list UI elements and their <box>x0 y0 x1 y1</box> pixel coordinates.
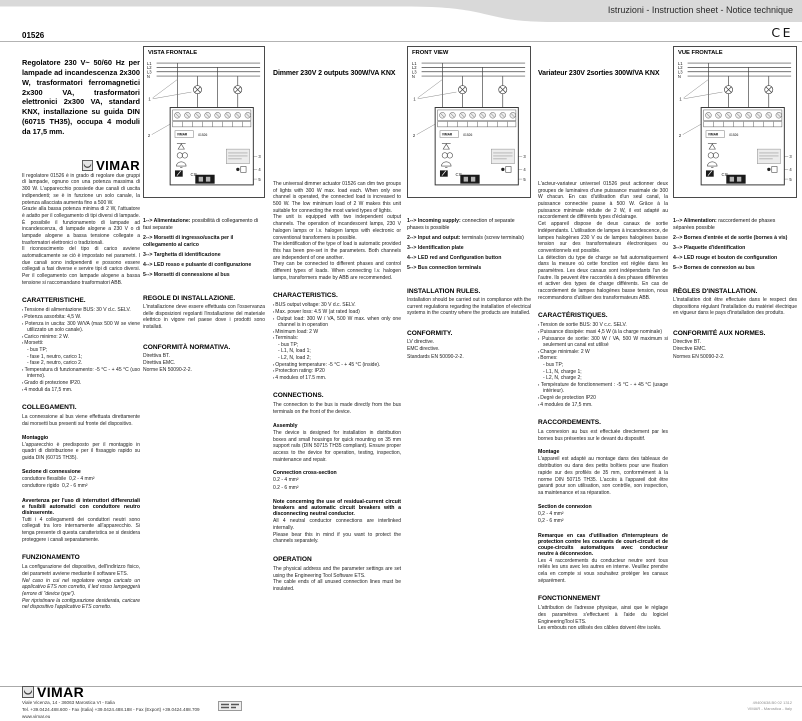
characteristics-list <box>538 322 668 408</box>
vimar-footer-logo <box>22 684 84 700</box>
sub-heading: Montage <box>538 449 560 456</box>
diagram-column-french <box>673 46 797 361</box>
paragraph: Nel caso in cui nel regolatore venga caricato un applicativo ETS non corretto, il led rosso lampeggerà (errore di “device type”). <box>22 577 140 598</box>
doc-origin: VIMAR - Marostica - Italy <box>747 706 792 712</box>
section-heading: FONCTIONNEMENT <box>538 595 601 603</box>
spec-line: 0.2 - 6 mm² <box>273 484 299 491</box>
section-heading: REGOLE DI INSTALLAZIONE. <box>143 294 236 302</box>
doc-code: 49400638.B0 02 1312 <box>752 700 792 705</box>
legend-item: 2--> Input and output: terminals (screw terminals) <box>407 234 524 241</box>
list-item: ▪ Temperatura di funzionamento: -5 °C - + 45 °C (uso interno). <box>22 367 140 380</box>
list-item: ▪ Max. power loss: 4.5 W (at rated load) <box>273 309 401 316</box>
list-item: ▪ Tension de sortie BUS: 30 V c.c. SELV. <box>538 322 668 329</box>
legend-item: 1--> Alimentation: raccordement de phases séparées possible <box>673 218 776 231</box>
device-diagram <box>676 57 794 189</box>
paragraph: The cable ends of all unused connection lines must be insulated. <box>273 579 401 593</box>
section-heading: CONFORMITÀ NORMATIVA. <box>143 343 231 351</box>
paragraph: Tutti i 4 collegamenti dei conduttori neutri sono collegati tra loro internamente all'apparecchio. Si tenga presente di questa caratteristica se si desidera proteggere i canali separatamente. <box>22 516 140 543</box>
header-strip <box>0 0 802 22</box>
conformity-line: Direttiva BT. <box>143 352 170 359</box>
paragraph: L'appareil est adapté au montage dans des tableaux de distribution ou dans des petits boîtiers pour une fixation rapide sur des profilés de 35 mm, conformément à la norme DIN 50715 TH35. L'accès à l'appareil doit être garanti pour son utilisation, son contrôle, son inspection, sa maintenance et sa réparation. <box>538 456 668 496</box>
paragraph: The universal dimmer actuator 01526 can dim two groups of lights with 300 W max. load each. When only one channel is operated, the connected load is increased to 500 W. The low minimum load of 2 W makes this unit suitable for connecting the most varied types of lights. <box>273 181 401 214</box>
paragraph: The connection to the bus is made directly from the bus terminals on the front of the device. <box>273 402 401 416</box>
list-item: ▪ Output load: 300 W / VA, 500 W max. when only one channel is in operation <box>273 316 401 329</box>
paragraph: Les embouts non utilisés des câbles doivent être isolés. <box>538 625 662 632</box>
device-diagram <box>410 57 528 189</box>
sub-heading: Section de connexion <box>538 503 592 510</box>
section-heading: FUNZIONAMENTO <box>22 554 80 562</box>
paragraph: La configurazione del dispositivo, dell'indirizzo fisico, dei parametri avviene mediante il software ETS. <box>22 564 140 578</box>
conformity-line: Normes EN 50090-2-2. <box>673 353 725 360</box>
section-heading: RÈGLES D'INSTALLATION. <box>673 288 758 296</box>
paragraph: They can be connected to different phases and control different types of loads. When connecting l.v. halogen lamps, transformers made by ABB are recommended. <box>273 261 401 281</box>
list-item: ▪ Protection rating: IP20 <box>273 368 401 375</box>
conformity-line: EMC directive. <box>407 346 440 353</box>
section-heading: CARACTÉRISTIQUES. <box>538 312 608 320</box>
section-heading: INSTALLATION RULES. <box>407 288 481 296</box>
spec-line: 0.2 - 4 mm² <box>273 477 299 484</box>
list-item: - fase 2, neutro, carico 2. <box>27 360 83 367</box>
characteristics-list <box>273 302 401 381</box>
list-item: - L2, N, load 2; <box>278 355 311 362</box>
column-italian <box>22 58 140 611</box>
list-item: ▪ Degré de protection IP20 <box>538 395 668 402</box>
paragraph: L'installation doit être effectuée dans le respect des dispositions régulant l'installation du matériel électrique en vigueur dans le pays d'installation des produits. <box>673 297 797 317</box>
section-heading: CONFORMITÉ AUX NORMES. <box>673 330 766 338</box>
footer-address <box>22 700 200 721</box>
legend-item: 2--> Morsetti di ingresso/uscita per il collegamento al carico <box>143 234 234 248</box>
legend-item: 1--> Incoming supply: connection of separate phases is possible <box>407 218 515 231</box>
legend-item: 5--> Bus connection terminals <box>407 265 482 272</box>
legend-item: 5--> Bornes de connexion au bus <box>673 265 755 272</box>
document-reference <box>748 700 792 713</box>
paragraph: L'acteur-variateur universel 01526 peut actionner deux groupes de luminaires d'une puissance maximale de 300 W chacun. En cas d'utilisation d'un seul canal, la puissance connectée passe à 500 W. Grâce à la puissance minimale réduite de 2 W, il est adapté au raccordement de différents types d'éclairage. <box>538 181 668 221</box>
address-line: Tel. +39.0424.488.600 - Fax (Italia) +39.0424.488.188 - Fax (Export) +39.0424.488.709 <box>22 706 200 712</box>
diagram-legend <box>673 218 797 272</box>
paragraph: Please bear this in mind if you want to protect the channels separately. <box>273 531 401 545</box>
sheet-type-label: Istruzioni - Instruction sheet - Notice technique <box>607 5 793 15</box>
legend-item: 4--> LED red and Configuration button <box>407 255 502 262</box>
paragraph: La détection du type de charge se fait automatiquement dans la mesure où cette fonction est réglée dans les paramètres. Les deux canaux sont indépendants l'un de l'autre. Ils peuvent être raccordés à des phases différentes et activer des types de charge différents. En cas de raccordement de lampes halogènes basse tension, nous recommandons d'utiliser des transformateurs ABB. <box>538 254 668 301</box>
list-item: ▪ 4 moduli da 17,5 mm. <box>22 387 140 394</box>
diagram-title: VISTA FRONTALE <box>148 50 198 56</box>
vimar-wordmark: VIMAR <box>37 684 85 700</box>
paragraph: All 4 neutral conductor connections are interlinked internally. <box>273 518 401 531</box>
sub-heading: Sezione di connessione <box>22 468 81 475</box>
list-item: - bus TP; <box>278 341 299 348</box>
list-item: - fase 1, neutro, carico 1; <box>27 353 83 360</box>
section-heading: CONNECTIONS. <box>273 392 324 400</box>
list-item: ▪ Tensione di alimentazione BUS: 30 V d.c. SELV. <box>22 307 140 314</box>
section-heading: CARATTERISTICHE. <box>22 297 86 305</box>
vimar-logo <box>22 158 140 173</box>
legend-item: 4--> LED rosso e pulsante di configurazione <box>143 261 252 268</box>
paragraph: Les 4 raccordements du conducteur neutre sont tous reliés les uns avec les autres en interne. Veuillez prendre cela en compte si vous souhaitez protéger les canaux séparément. <box>538 557 668 584</box>
paragraph: Il riconoscimento del tipo di carico avviene automaticamente se ciò è impostato nei parametri. I due canali sono indipendenti e possono essere collegati a fasi diverse e servire tipi di carico diversi. Per il collegamento con lampade alogene a bassa tensione si raccomandano trasformatori ABB. <box>22 246 140 286</box>
list-item: ▪ Grado di protezione IP20. <box>22 380 140 387</box>
section-heading: OPERATION <box>273 556 312 563</box>
list-item: ▪ Potenza assorbita: 4,5 W. <box>22 314 140 321</box>
spec-line: conduttore rigido 0,2 - 6 mm² <box>22 483 88 490</box>
list-item: - L2, N, charge 2; <box>543 375 582 382</box>
product-title-en: Dimmer 230V 2 outputs 300W/VA KNX <box>273 70 396 77</box>
diagram-title: FRONT VIEW <box>412 50 449 56</box>
quality-mark-icon <box>218 701 242 711</box>
note-heading: Note concerning the use of residual-current circuit breakers and automatic circuit breakers with a disconnecting neutral conductor. <box>273 499 401 518</box>
legend-item: 2--> Bornes d'entrée et de sortie (bornes à vis) <box>673 234 788 241</box>
list-item: ▪ Température de fonctionnement : -5 °C - + 45 °C (usage intérieur). <box>538 382 668 395</box>
list-item: ▪ Potenza in uscita: 300 W/VA (max 500 W se viene utilizzato un solo canale). <box>22 321 140 334</box>
diagram-legend <box>143 218 265 279</box>
list-item: ▪ Morsetti: <box>22 340 140 347</box>
paragraph: La connexion au bus est effectuée directement par les bornes bus présentes sur le devant du dispositif. <box>538 429 668 442</box>
legend-item: 5--> Morsetti di connessione al bus <box>143 272 230 279</box>
device-diagram <box>145 57 263 189</box>
list-item: - bus TP; <box>543 361 564 368</box>
diagram-legend <box>407 218 531 272</box>
product-title-fr: Variateur 230V 2sorties 300W/VA KNX <box>538 70 660 77</box>
list-item: ▪ Operating temperature: -5 °C - + 45 °C (inside). <box>273 362 401 369</box>
list-item: ▪ Bornes: <box>538 355 668 362</box>
paragraph: The unit is equipped with two independent output channels. The operation of incandescent lamps, 230 V halogen lamps or l.v. halogen lamps with electronic or conventional transformers is possible. <box>273 214 401 241</box>
spec-line: conduttore flessibile 0,2 - 4 mm² <box>22 475 95 482</box>
diagram-column-english <box>407 46 531 361</box>
characteristics-list <box>22 307 140 393</box>
legend-item: 4--> LED rouge et bouton de configuration <box>673 255 778 262</box>
list-item: - bus TP; <box>27 347 48 353</box>
paragraph: Cet appareil dispose de deux canaux de sortie indépendants. L'utilisation de lampes à incandescence, de lampes halogènes 230 V ou de lampes halogènes basse tension sur des transformateurs électroniques ou conventionnels est possible. <box>538 221 668 254</box>
header-divider <box>0 41 802 42</box>
list-item: ▪ Minimum load: 2 W <box>273 329 401 336</box>
website-url: www.vimar.eu <box>22 713 51 719</box>
spec-line: 0,2 - 4 mm² <box>538 510 564 517</box>
conformity-line: Standards EN 50090-2-2. <box>407 353 464 360</box>
list-item: ▪ Puissance dissipée: maxi 4,5 W (à la charge nominale) <box>538 329 668 336</box>
list-item: ▪ 4 modules of 17.5 mm. <box>273 375 401 382</box>
ce-mark: CE <box>771 25 793 40</box>
front-view-box <box>143 46 265 198</box>
vimar-square-icon <box>22 686 34 698</box>
conformity-line: LV directive. <box>407 339 435 346</box>
sub-heading: Assembly <box>273 422 298 429</box>
vimar-wordmark: VIMAR <box>96 157 140 173</box>
diagram-title: VUE FRONTALE <box>678 50 723 56</box>
paragraph: L'apparecchio è predisposto per il montaggio in quadri di distribuzione e per il fissaggio rapido su guida DIN (60715 TH35). <box>22 441 140 461</box>
paragraph: Il regolatore 01526 è in grado di regolare due gruppi di lampade, ognuno con una potenza massima di 300 W. L'apparecchio possiede due canali di uscita indipendenti; se è in funzione un solo canale, la potenza allacciata aumenta fino a 500 W. <box>22 172 140 206</box>
legend-item: 1--> Alimentazione: possibilità di collegamento di fasi separate <box>143 218 258 231</box>
footer-divider <box>0 686 802 687</box>
diagram-column-italian <box>143 46 265 374</box>
legend-item: 3--> Targhetta di identificazione <box>143 251 221 258</box>
list-item: ▪ Puissance de sortie: 300 W / VA, 500 W maximum si seulement un canal est utilisé <box>538 336 668 349</box>
vimar-square-icon <box>82 160 93 171</box>
list-item: ▪ 4 modules de 17,5 mm. <box>538 402 668 409</box>
list-item: ▪ Charge minimale: 2 W <box>538 349 668 356</box>
paragraph: La connessione al bus viene effettuata direttamente dai morsetti bus presenti sul fronte del dispositivo. <box>22 414 140 427</box>
note-heading: Remarque en cas d'utilisation d'interrupteurs de protection contre les courants de court-circuit et de coupe-circuits automatiques avec conducteur neutre à déconnexion. <box>538 532 668 557</box>
front-view-box <box>407 46 531 198</box>
address-line: Viale Vicenza, 14 - 36063 Marostica VI - Italia <box>22 700 115 705</box>
paragraph: L'installazione deve essere effettuata con l'osservanza delle disposizioni regolanti l'installazione del materiale elettrico in vigore nel paese dove i prodotti sono installati. <box>143 303 265 330</box>
paragraph: The physical address and the parameter settings are set using the Engineering Tool Software ETS. <box>273 566 401 579</box>
list-item: ▪ Terminals: <box>273 335 401 342</box>
section-heading: CHARACTERISTICS. <box>273 292 338 300</box>
list-item: ▪ Carico minimo: 2 W. <box>22 334 140 341</box>
list-item: - L1, N, charge 1; <box>543 368 582 375</box>
paragraph: Grazie alla bassa potenza minima di 2 W, l'attuatore è adatto per il collegamento di tipi diversi di lampade. È possibile il funzionamento di lampade ad incandescenza, di lampade alogene a 230 V o di lampade alogene a bassa tensione collegate a trasformatori elettronici o tradizionali. <box>22 206 140 246</box>
section-heading: RACCORDEMENTS. <box>538 419 602 427</box>
sub-heading: Connection cross-section <box>273 470 337 477</box>
section-heading: CONFORMITY. <box>407 330 453 338</box>
column-english <box>273 70 401 593</box>
conformity-line: Norme EN 50090-2-2. <box>143 367 192 374</box>
conformity-line: Directive BT. <box>673 339 702 346</box>
section-heading: COLLEGAMENTI. <box>22 404 77 412</box>
legend-item: 3--> Identification plate <box>407 245 464 252</box>
product-description-it: Regolatore 230 V~ 50/60 Hz per lampade ad incandescenza 2x300 W, trasformatori ferromagnetici 2x300 VA, trasformatori elettronici 2x300 VA, standard KNX, installazione su guida DIN (60715 TH35), occupa 4 moduli da 17,5 mm. <box>22 58 140 136</box>
paragraph: Installation should be carried out in compliance with the current regulations regarding the installation of electrical systems in the country where the products are installed. <box>407 297 531 317</box>
list-item: - L1, N, load 1; <box>278 348 311 355</box>
paragraph: The device is designed for installation in distribution boxes and small housings for quick mounting on 35 mm support rails (DIN 50715 TH35 compliant). Ensure proper access to the device for operation, testing, inspection, maintenance and repair. <box>273 429 401 463</box>
column-french <box>538 70 668 632</box>
conformity-line: Direttiva EMC. <box>143 359 176 366</box>
list-item: ▪ BUS output voltage: 30 V d.c. SELV. <box>273 302 401 309</box>
conformity-line: Directive EMC. <box>673 346 707 353</box>
note-heading: Avvertenza per l'uso di interruttori differenziali e fusibili automatici con conduttore neutro disinserente. <box>22 497 140 516</box>
paragraph: Per ripristinare la configurazione desiderata, caricare nel dispositivo l'applicativo ETS corretto. <box>22 597 140 611</box>
sub-heading: Montaggio <box>22 434 49 441</box>
paragraph: The identification of the type of load is automatic provided this has been pre-set in the parameters. Both channels are independent of one another. <box>273 241 401 261</box>
legend-item: 3--> Plaquette d'identification <box>673 245 746 252</box>
paragraph: L'attribution de l'adresse physique, ainsi que le réglage des paramètres s'effectuent à l'aide du logiciel EngineeringTool ETS. <box>538 605 668 625</box>
product-code: 01526 <box>22 31 45 40</box>
front-view-box <box>673 46 797 198</box>
spec-line: 0,2 - 6 mm² <box>538 518 564 525</box>
